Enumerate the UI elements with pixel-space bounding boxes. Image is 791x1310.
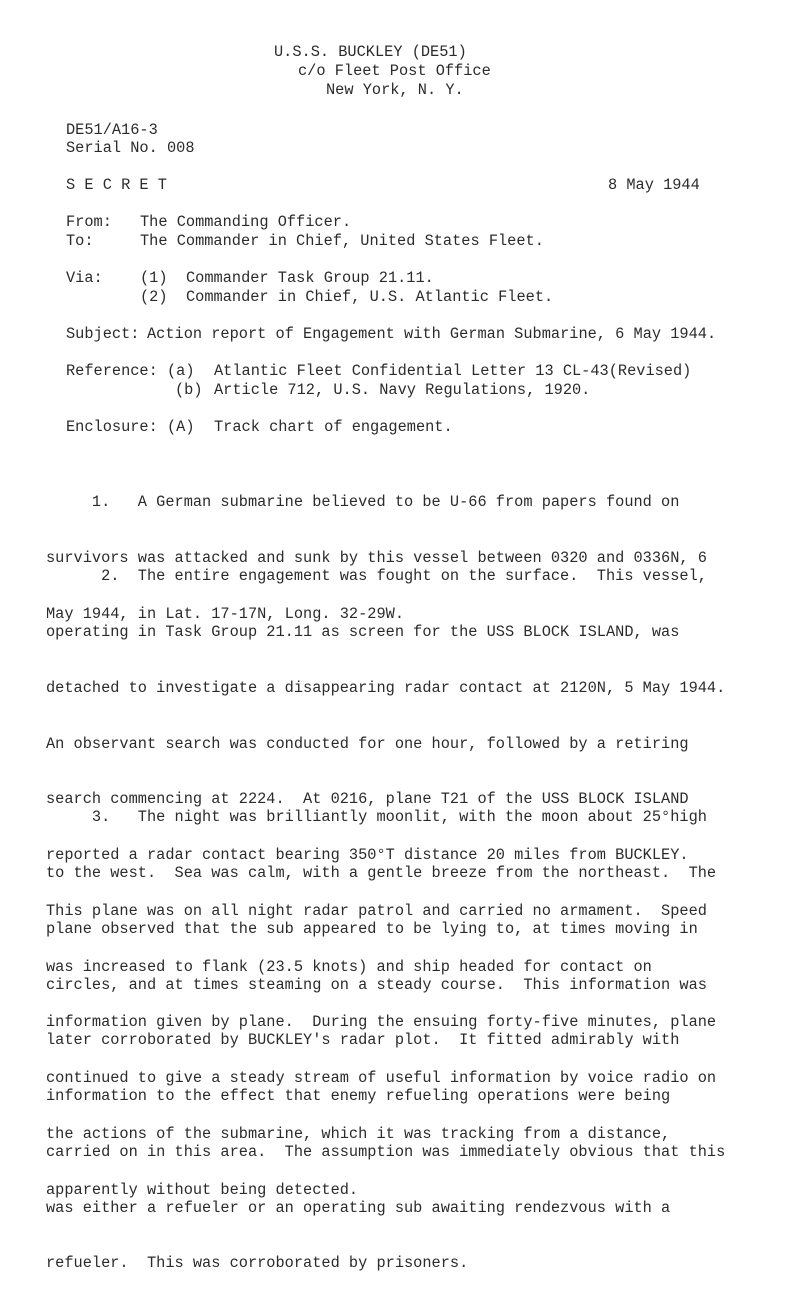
paragraph-2-line: search commencing at 2224. At 0216, plane T21 of the USS BLOCK ISLAND: [46, 790, 689, 809]
subject-label: Subject:: [66, 325, 140, 343]
file-code: DE51/A16-3: [66, 121, 158, 139]
document-date: 8 May 1944: [608, 176, 700, 194]
paragraph-2-line: was increased to flank (23.5 knots) and ship headed for contact on: [46, 957, 652, 976]
paragraph-2-line: reported a radar contact bearing 350°T distance 20 miles from BUCKLEY.: [46, 846, 689, 865]
via-2-number: (2): [140, 288, 168, 306]
paragraph-3-line: information to the effect that enemy refueling operations were being: [46, 1087, 671, 1106]
paragraph-2-line: the actions of the submarine, which it was tracking from a distance,: [46, 1125, 671, 1143]
paragraph-2-line: operating in Task Group 21.11 as screen for the USS BLOCK ISLAND, was: [46, 622, 680, 641]
paragraph-3-line: plane observed that the sub appeared to be lying to, at times moving in: [46, 919, 698, 938]
via-2-value: Commander in Chief, U.S. Atlantic Fleet.: [186, 288, 554, 306]
paragraph-3-line: 3. The night was brilliantly moonlit, with the moon about 25°high: [46, 808, 707, 827]
paragraph-1-line: survivors was attacked and sunk by this vessel between 0320 and 0336N, 6: [46, 548, 707, 567]
paragraph-1-line: May 1944, in Lat. 17-17N, Long. 32-29W.: [46, 604, 405, 623]
paragraph-3: [46, 771, 725, 1310]
via-label: Via:: [66, 269, 103, 287]
to-value: The Commander in Chief, United States Fleet.: [140, 232, 544, 250]
paragraph-2-line: detached to investigate a disappearing radar contact at 2120N, 5 May 1944.: [46, 678, 726, 697]
paragraph-3-line: was either a refueler or an operating sub awaiting rendezvous with a: [46, 1198, 671, 1217]
subject-value: Action report of Engagement with German Submarine, 6 May 1944.: [147, 325, 717, 343]
paragraph-2-line: This plane was on all night radar patrol and carried no armament. Speed: [46, 901, 707, 920]
paragraph-2-line: continued to give a steady stream of useful information by voice radio on: [46, 1069, 717, 1088]
paragraph-2-line: An observant search was conducted for one hour, followed by a retiring: [46, 734, 689, 753]
from-value: The Commanding Officer.: [140, 213, 352, 231]
serial-number: Serial No. 008: [66, 139, 195, 157]
letterhead-post-office: c/o Fleet Post Office: [298, 62, 491, 80]
paragraph-2-line: apparently without being detected.: [46, 1180, 359, 1199]
paragraph-3-line: to the west. Sea was calm, with a gentle breeze from the northeast. The: [46, 863, 717, 882]
paragraph-2-line: 2. The entire engagement was fought on the surface. This vessel,: [46, 567, 707, 586]
enclosure-label: Enclosure:: [66, 418, 158, 436]
reference-b-value: Article 712, U.S. Navy Regulations, 1920.: [214, 381, 591, 399]
classification-marking: S E C R E T: [66, 176, 167, 194]
via-1-number: (1): [140, 269, 168, 287]
from-label: From:: [66, 213, 112, 231]
reference-a-value: Atlantic Fleet Confidential Letter 13 CL-43(Revised): [214, 362, 692, 380]
enclosure-a-value: Track chart of engagement.: [214, 418, 453, 436]
paragraph-3-line: refueler. This was corroborated by prisoners.: [46, 1254, 469, 1273]
reference-b-number: (b): [175, 381, 203, 399]
via-1-value: Commander Task Group 21.11.: [186, 269, 434, 287]
letterhead-city: New York, N. Y.: [326, 81, 464, 99]
paragraph-3-line: carried on in this area. The assumption was immediately obvious that this: [46, 1142, 726, 1161]
to-label: To:: [66, 232, 94, 250]
reference-label: Reference:: [66, 362, 158, 380]
paragraph-3-line: later corroborated by BUCKLEY's radar plot. It fitted admirably with: [46, 1031, 680, 1050]
paragraph-1-line: 1. A German submarine believed to be U-66 from papers found on: [46, 493, 680, 512]
letterhead-ship-name: U.S.S. BUCKLEY (DE51): [274, 43, 467, 61]
paragraph-3-line: circles, and at times steaming on a steady course. This information was: [46, 975, 707, 994]
paragraph-2-line: information given by plane. During the ensuing forty-five minutes, plane: [46, 1013, 717, 1032]
enclosure-a-number: (A): [167, 418, 195, 436]
reference-a-number: (a): [167, 362, 195, 380]
